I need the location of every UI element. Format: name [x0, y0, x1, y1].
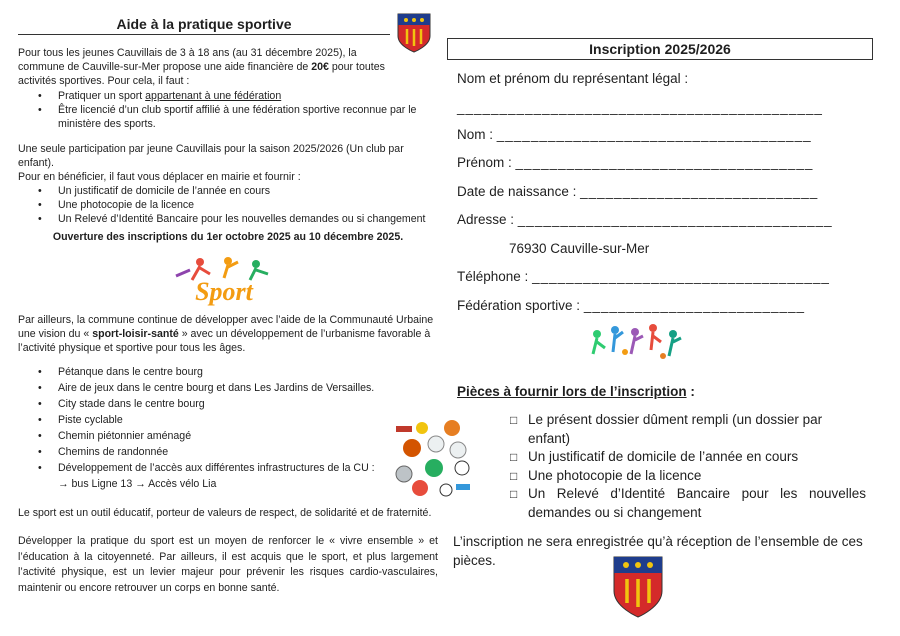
- prenom-field[interactable]: [457, 155, 813, 170]
- list-item: [18, 89, 438, 103]
- para2-text: une vision du «: [18, 328, 93, 340]
- adresse-line: _____________________________________: [517, 212, 833, 227]
- transport-line: → bus Ligne 13 → Accès vélo Lia: [58, 478, 217, 490]
- prenom-label: Prénom :: [457, 155, 512, 170]
- para2-line-2: [18, 327, 438, 341]
- list-item: • Chemin piétonnier aménagé: [18, 428, 383, 444]
- sport-logo: [172, 256, 286, 306]
- left-body: [18, 46, 438, 244]
- opening-dates: Ouverture des inscriptions du 1er octobre 2025 au 10 décembre 2025.: [52, 231, 404, 243]
- para2-line-3: l’activité physique et sportive pour tous les âges.: [18, 342, 246, 354]
- facilities-list: [18, 364, 383, 476]
- adresse-label: Adresse :: [457, 212, 515, 227]
- adresse-field[interactable]: [457, 212, 833, 227]
- list-item: • Une photocopie de la licence: [18, 198, 438, 212]
- federation-label: Fédération sportive :: [457, 298, 581, 313]
- list-item: □ Une photocopie de la licence: [510, 467, 866, 486]
- legal-rep-label: Nom et prénom du représentant légal :: [457, 71, 689, 86]
- crest-bottom: [612, 555, 664, 619]
- list-item: • Aire de jeux dans le centre bourg et dans Les Jardins de Versailles.: [18, 380, 383, 396]
- intro-text: commune de Cauville-sur-Mer propose une aide financière de: [18, 61, 312, 73]
- legal-rep-field[interactable]: ___________________________________________: [457, 100, 823, 115]
- list-item: □ Un justificatif de domicile de l’année en cours: [510, 448, 866, 467]
- benef-line: Pour en bénéficier, il faut vous déplacer en mairie et fournir :: [18, 171, 301, 183]
- single-line-2: enfant).: [18, 157, 54, 169]
- pieces-list: [510, 411, 866, 522]
- dob-field[interactable]: [457, 184, 818, 199]
- nom-label: Nom :: [457, 127, 494, 142]
- docs-list: [18, 184, 438, 226]
- closing-text: L’inscription ne sera enregistrée qu’à réception de l’ensemble de ces pièces.: [453, 534, 863, 568]
- para2-text-end: » avec un développement de l’urbanisme favorable à: [178, 328, 431, 340]
- left-title: Aide à la pratique sportive: [18, 14, 390, 35]
- list-item: • City stade dans le centre bourg: [18, 396, 383, 412]
- pieces-title-text: Pièces à fournir lors de l’inscription: [457, 384, 687, 399]
- nom-field[interactable]: [457, 127, 812, 142]
- list-item: • Piste cyclable: [18, 412, 383, 428]
- pieces-title: [457, 384, 695, 399]
- list-item: • Développement de l’accès aux différentes infrastructures de la CU :: [18, 460, 383, 476]
- intro-text-end: pour toutes: [328, 61, 385, 73]
- requirements-list: [18, 89, 438, 131]
- federation-field[interactable]: [457, 298, 805, 313]
- prenom-line: ___________________________________: [515, 155, 814, 170]
- left-body-2: [18, 313, 438, 596]
- sports-balls-illustration: [390, 418, 476, 502]
- para3: Le sport est un outil éducatif, porteur de valeurs de respect, de solidarité et de fraternité.: [18, 507, 432, 519]
- tel-label: Téléphone :: [457, 269, 529, 284]
- amount: 20€: [311, 61, 329, 73]
- para2-bold: sport-loisir-santé: [92, 328, 179, 340]
- tel-line: ___________________________________: [532, 269, 830, 284]
- req-text: Pratiquer un sport: [58, 90, 146, 102]
- city-text: 76930 Cauville-sur-Mer: [509, 241, 650, 256]
- federation-line: __________________________: [583, 298, 806, 313]
- intro-line-1: Pour tous les jeunes Cauvillais de 3 à 18 ans (au 31 décembre 2025), la: [18, 47, 357, 59]
- list-item: • Chemins de randonnée: [18, 444, 383, 460]
- athletes-illustration: [585, 322, 687, 374]
- req-underlined: appartenant à une fédération: [145, 90, 282, 102]
- intro-line-3: activités sportives. Pour cela, il faut :: [18, 75, 190, 87]
- nom-line: _____________________________________: [496, 127, 812, 142]
- dob-line: ____________________________: [580, 184, 819, 199]
- sport-logo-text: Sport: [195, 277, 253, 306]
- list-item: • Un Relevé d’Identité Bancaire pour les nouvelles demandes ou si changement: [18, 212, 438, 226]
- right-title: Inscription 2025/2026: [447, 38, 873, 60]
- list-item: • Un justificatif de domicile de l’année en cours: [18, 184, 438, 198]
- dob-label: Date de naissance :: [457, 184, 577, 199]
- list-item: • Être licencié d’un club sportif affilié à une fédération sportive reconnue par le ministère des sports.: [18, 103, 438, 131]
- tel-field[interactable]: [457, 269, 830, 284]
- list-item: □ Un Relevé d’Identité Bancaire pour les nouvelles demandes ou si changement: [510, 485, 866, 522]
- single-line-1: Une seule participation par jeune Cauvillais pour la saison 2025/2026 (Un club par: [18, 143, 404, 155]
- para4: Développer la pratique du sport est un moyen de renforcer le « vivre ensemble » et l’éducation à la citoyenneté. Par ailleurs, il est acquis que le sport, et plus largement l’activité physique, est un levier majeur pour prévenir les risques cardio-vasculaires, maintenir ou encore retrouver un corps en bonne santé.: [18, 535, 438, 594]
- list-item: • Pétanque dans le centre bourg: [18, 364, 383, 380]
- pieces-title-colon: :: [686, 384, 695, 399]
- para2-line-1: Par ailleurs, la commune continue de développer avec l’aide de la Communauté Urbaine: [18, 314, 434, 326]
- list-item: □ Le présent dossier dûment rempli (un dossier par enfant): [510, 411, 866, 448]
- intro-line-2: [18, 60, 438, 74]
